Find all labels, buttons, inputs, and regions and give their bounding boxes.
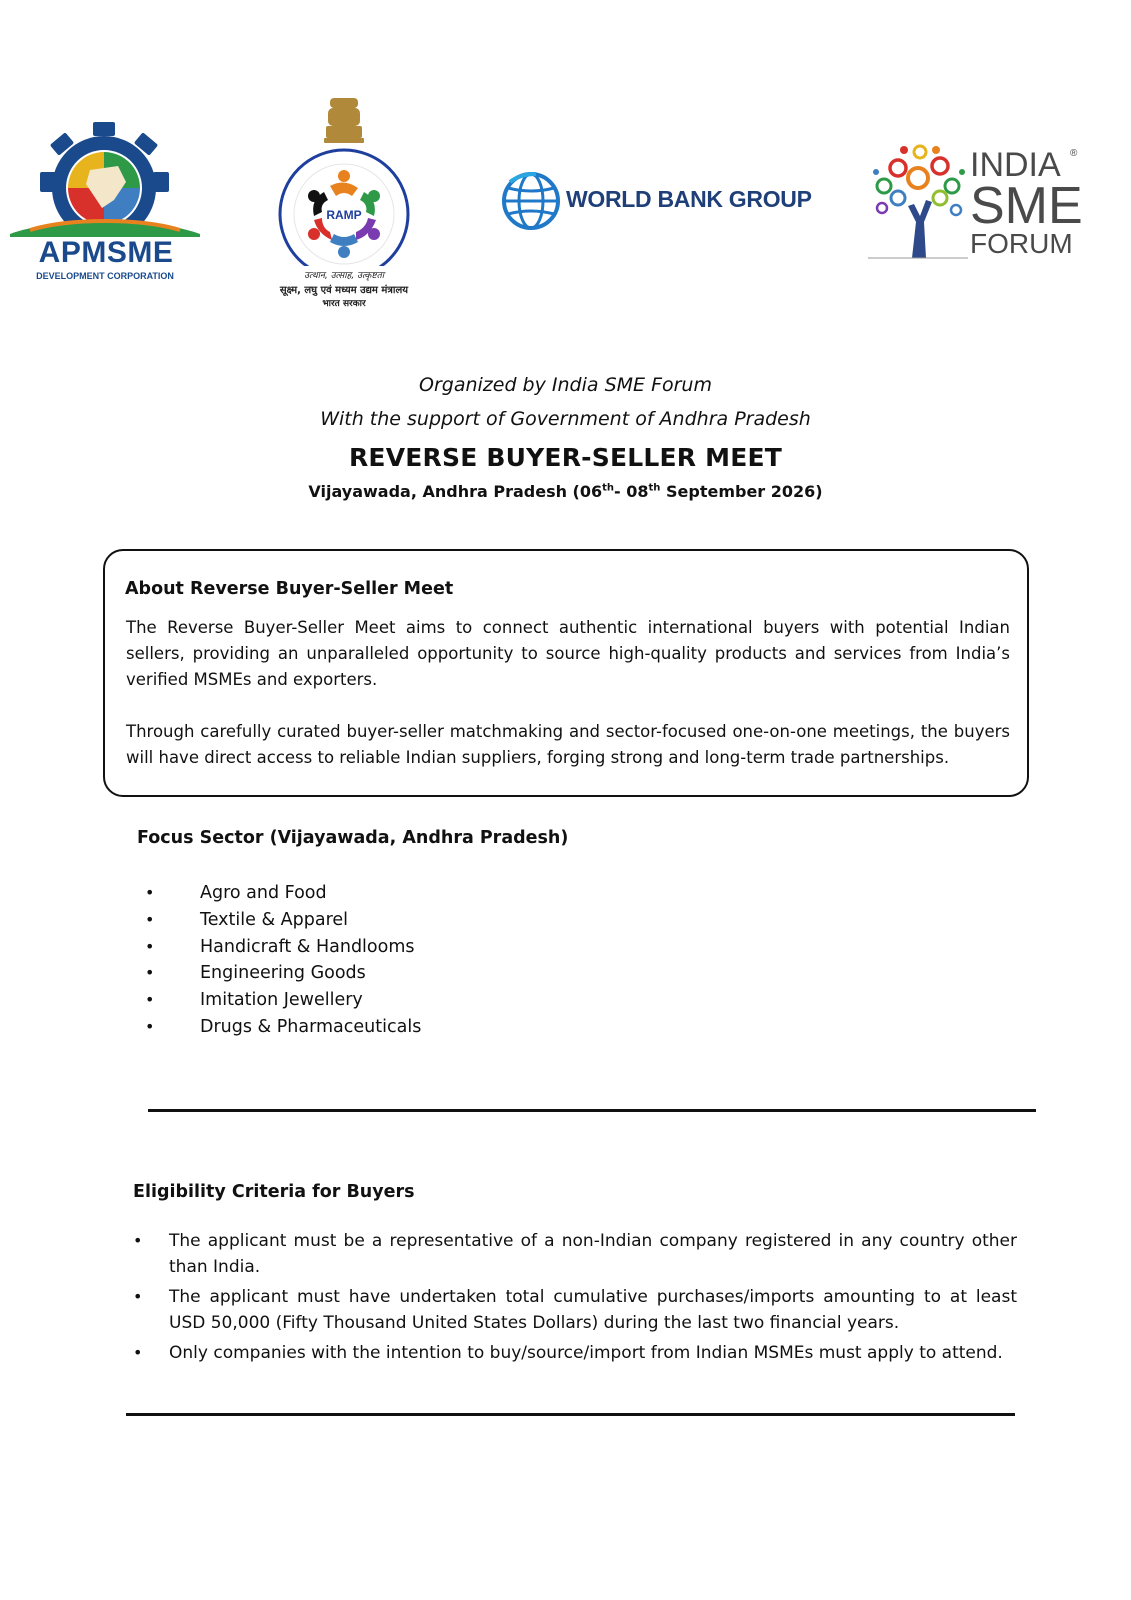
focus-heading: Focus Sector (Vijayawada, Andhra Pradesh): [137, 828, 569, 848]
globe-icon: [500, 170, 562, 232]
world-bank-name: WORLD BANK GROUP: [566, 186, 812, 212]
eligibility-heading: Eligibility Criteria for Buyers: [133, 1182, 415, 1202]
sme-forum-line-sme: SME: [970, 177, 1083, 235]
list-item: • Agro and Food: [145, 880, 421, 907]
event-dates: [0, 482, 1131, 501]
list-item: • The applicant must have undertaken total cumulative purchases/imports amounting to at least USD 50,000 (Fifty Thousand United States Dollars) during the last two financial years.: [133, 1284, 1017, 1336]
about-box: [103, 549, 1029, 797]
ramp-tagline: उत्थान, उत्साह, उत्कृष्टता: [303, 271, 385, 281]
apmsme-logo: [10, 122, 200, 282]
list-item: • Handicraft & Handlooms: [145, 934, 421, 961]
dates-prefix: Vijayawada, Andhra Pradesh (06: [308, 482, 603, 501]
dates-suffix: September 2026): [660, 482, 823, 501]
list-item: • Imitation Jewellery: [145, 987, 421, 1014]
ramp-government: भारत सरकार: [322, 299, 366, 309]
dates-sup-2: th: [648, 482, 661, 494]
ramp-emblem-icon: [270, 96, 418, 266]
sme-forum-line-india: INDIA: [970, 146, 1061, 184]
about-paragraph-1: The Reverse Buyer-Seller Meet aims to connect authentic international buyers with potential Indian sellers, providing an unparalleled opportunity to source high-quality products and services from India’s verified MSMEs and exporters.: [126, 618, 1010, 689]
apmsme-name: APMSME: [38, 236, 174, 269]
world-bank-logo: [500, 168, 820, 234]
eligibility-list: [133, 1228, 1017, 1370]
apmsme-emblem-icon: [10, 122, 200, 237]
ramp-logo: [270, 96, 418, 310]
support-line: With the support of Government of Andhra Pradesh: [320, 408, 811, 430]
divider: [148, 1109, 1036, 1112]
about-paragraph-2: Through carefully curated buyer-seller matchmaking and sector-focused one-on-one meetings, the buyers will have direct access to reliable Indian suppliers, forging strong and long-term trade partnerships.: [126, 722, 1010, 767]
sme-forum-line-forum: FORUM: [970, 228, 1073, 259]
organized-by: Organized by India SME Forum: [419, 374, 712, 396]
list-item: • Engineering Goods: [145, 960, 421, 987]
ramp-name: RAMP: [326, 208, 362, 222]
focus-sector-list: [145, 880, 421, 1041]
dates-sup-1: th: [602, 482, 615, 494]
about-heading: About Reverse Buyer-Seller Meet: [125, 579, 454, 599]
divider: [126, 1413, 1015, 1416]
ramp-ministry: सूक्ष्म, लघु एवं मध्यम उद्यम मंत्रालय: [279, 285, 409, 296]
list-item: • Drugs & Pharmaceuticals: [145, 1014, 421, 1041]
list-item: • Textile & Apparel: [145, 907, 421, 934]
india-sme-forum-logo: [868, 138, 1093, 263]
list-item: • Only companies with the intention to buy/source/import from Indian MSMEs must apply to attend.: [133, 1340, 1017, 1366]
sme-forum-registered: ®: [1070, 148, 1078, 159]
gear-tree-icon: [868, 142, 968, 260]
apmsme-subtitle: DEVELOPMENT CORPORATION: [36, 271, 174, 281]
page-title: REVERSE BUYER-SELLER MEET: [348, 443, 782, 472]
list-item: • The applicant must be a representative of a non-Indian company registered in any country other than India.: [133, 1228, 1017, 1280]
dates-mid: - 08: [614, 482, 649, 501]
